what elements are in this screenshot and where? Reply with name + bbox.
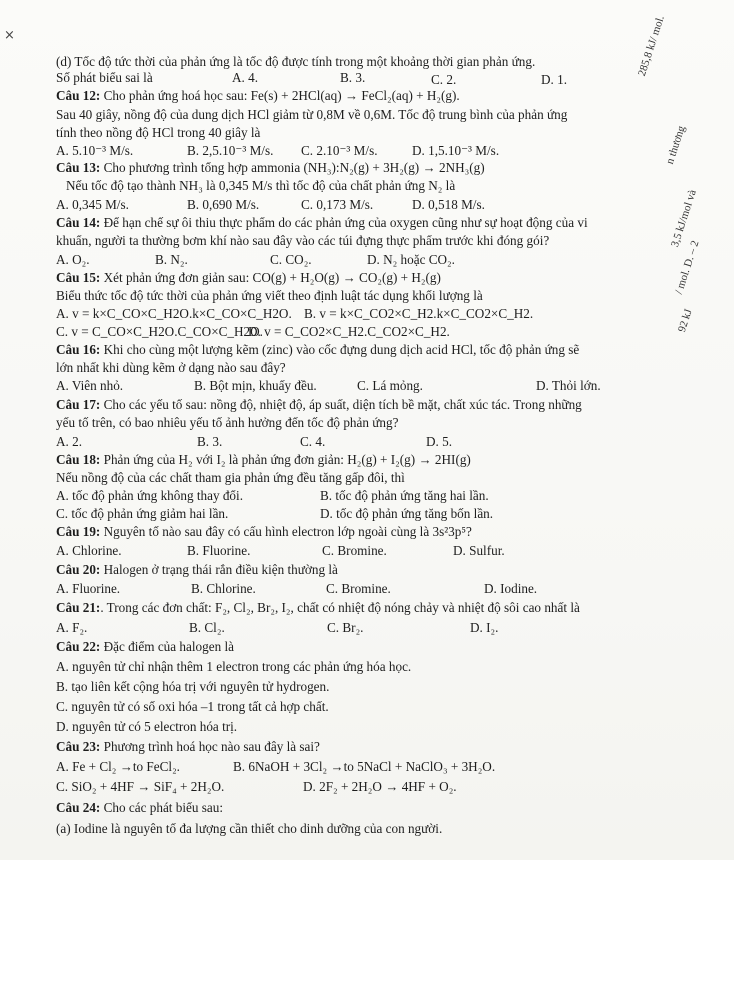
line-text: D. 5. — [426, 434, 453, 449]
line-text: yếu tố trên, có bao nhiêu yếu tố ảnh hưởng đến tốc độ phản ứng? — [56, 415, 399, 430]
text-line — [191, 581, 256, 597]
close-mark: × — [4, 28, 15, 43]
text-line — [56, 779, 224, 795]
line-text: C. 0,173 M/s. — [301, 197, 374, 212]
text-line — [367, 252, 455, 268]
question-number: Câu 12: — [56, 88, 101, 103]
line-text: A. Viên nhỏ. — [56, 378, 124, 393]
line-text: C. v = C_CO×C_H2O.C_CO×C_H2O. — [56, 324, 263, 339]
line-text: B. 3. — [197, 434, 223, 449]
question-line — [56, 800, 223, 816]
text-line — [56, 488, 243, 504]
text-line — [56, 679, 329, 695]
text-line — [426, 434, 452, 450]
line-text: D. v = C_CO2×C_H2.C_CO2×C_H2. — [248, 324, 450, 339]
line-text: D. N₂ hoặc CO₂. — [367, 252, 455, 267]
text-line — [56, 125, 260, 141]
line-text: B. 6NaOH + 3Cl₂ →to 5NaCl + NaClO₃ + 3H₂O. — [233, 759, 496, 774]
text-line — [189, 620, 225, 636]
text-line — [270, 252, 312, 268]
line-text: Đặc điểm của halogen là — [100, 639, 234, 654]
line-text: C. 2. — [431, 72, 457, 87]
text-line — [484, 581, 537, 597]
text-line — [66, 178, 455, 194]
question-number: Câu 22: — [56, 639, 101, 654]
text-line — [197, 434, 222, 450]
text-line — [56, 324, 263, 340]
text-line — [470, 620, 498, 636]
margin-note: 285,8 kJ/ mol. — [636, 14, 667, 78]
line-text: A. nguyên tử chỉ nhận thêm 1 electron trong các phản ứng hóa học. — [56, 659, 412, 674]
line-text: A. 4. — [232, 70, 259, 85]
text-line — [56, 620, 87, 636]
line-text: D. tốc độ phản ứng tăng bốn lần. — [320, 506, 494, 521]
text-line — [56, 543, 122, 559]
text-line — [322, 543, 387, 559]
text-line — [56, 360, 286, 376]
text-line — [300, 434, 325, 450]
line-text: C. CO₂. — [270, 252, 312, 267]
line-text: Phản ứng của H₂ với I₂ là phản ứng đơn giản: H₂(g) + I₂(g) → 2HI(g) — [100, 452, 471, 467]
line-text: Nếu tốc độ tạo thành NH₃ là 0,345 M/s thì tốc độ của chất phản ứng N₂ là — [66, 178, 456, 193]
line-text: D. 2F₂ + 2H₂O → 4HF + O₂. — [303, 779, 457, 794]
line-text: Cho phản ứng hoá học sau: Fe(s) + 2HCl(aq) → FeCl₂(aq) + H₂(g). — [100, 88, 460, 103]
line-text: C. Br₂. — [327, 620, 364, 635]
line-text: B. 2,5.10⁻³ M/s. — [187, 143, 274, 158]
text-line — [187, 197, 259, 213]
line-text: Cho các yếu tố sau: nồng độ, nhiệt độ, áp suất, diện tích bề mặt, chất xúc tác. Trong những — [100, 397, 582, 412]
margin-note: 3,5 kJ/mol và — [669, 188, 699, 249]
line-text: D. 1,5.10⁻³ M/s. — [412, 143, 500, 158]
question-number: Câu 23: — [56, 739, 101, 754]
line-text: D. nguyên tử có 5 electron hóa trị. — [56, 719, 238, 734]
line-text: C. 2.10⁻³ M/s. — [301, 143, 378, 158]
text-line — [187, 143, 273, 159]
text-line — [357, 378, 423, 394]
text-line — [320, 488, 489, 504]
question-line — [56, 342, 579, 358]
text-line — [56, 415, 398, 431]
line-text: (a) Iodine là nguyên tố đa lượng cần thiết cho dinh dưỡng của con người. — [56, 821, 443, 836]
text-line — [56, 143, 133, 159]
question-line — [56, 639, 234, 655]
line-text: Sau 40 giây, nồng độ của dung dịch HCl giảm từ 0,8M về 0,6M. Tốc độ trung bình của phản ứng — [56, 107, 568, 122]
line-text: A. 0,345 M/s. — [56, 197, 129, 212]
margin-note: 92 kJ — [676, 307, 695, 334]
line-text: lớn nhất khi dùng kẽm ở dạng nào sau đây? — [56, 360, 286, 375]
line-text: A. 5.10⁻³ M/s. — [56, 143, 134, 158]
text-line — [155, 252, 188, 268]
text-line — [326, 581, 391, 597]
line-text: B. tốc độ phản ứng tăng hai lần. — [320, 488, 489, 503]
text-line — [56, 821, 442, 837]
text-line — [412, 197, 485, 213]
line-text: Phương trình hoá học nào sau đây là sai? — [100, 739, 320, 754]
line-text: A. Fluorine. — [56, 581, 121, 596]
line-text: Cho các phát biểu sau: — [100, 800, 224, 815]
line-text: Nguyên tố nào sau đây có cấu hình electron lớp ngoài cùng là 3s²3p⁵? — [100, 524, 472, 539]
margin-note: n thương — [664, 124, 688, 166]
question-number: Câu 21: — [56, 600, 101, 615]
line-text: B. 3. — [340, 70, 366, 85]
line-text: C. Bromine. — [322, 543, 387, 558]
line-text: D. Iodine. — [484, 581, 538, 596]
line-text: C. Bromine. — [326, 581, 391, 596]
text-line — [194, 378, 317, 394]
line-text: Để hạn chế sự ôi thiu thực phẩm do các phản ứng của oxygen cũng như sự hoạt động của vi — [100, 215, 588, 230]
text-line — [56, 581, 120, 597]
question-line — [56, 397, 582, 413]
line-text: Xét phản ứng đơn giản sau: CO(g) + H₂O(g) → CO₂(g) + H₂(g) — [100, 270, 441, 285]
line-text: B. Chlorine. — [191, 581, 256, 596]
text-line — [233, 759, 495, 775]
text-line — [56, 470, 405, 486]
line-text: B. Fluorine. — [187, 543, 251, 558]
line-text: (d) Tốc độ tức thời của phản ứng là tốc độ được tính trong một khoảng thời gian phản ứng. — [56, 54, 536, 69]
question-number: Câu 13: — [56, 160, 101, 175]
text-line — [56, 54, 535, 70]
line-text: B. v = k×C_CO2×C_H2.k×C_CO2×C_H2. — [304, 306, 534, 321]
text-line — [56, 288, 483, 304]
question-line — [56, 270, 441, 286]
line-text: B. N₂. — [155, 252, 188, 267]
text-line — [56, 306, 292, 322]
line-text: Biểu thức tốc độ tức thời của phản ứng viết theo định luật tác dụng khối lượng là — [56, 288, 483, 303]
text-line — [541, 72, 567, 88]
text-line — [303, 779, 457, 795]
text-line — [453, 543, 505, 559]
question-line — [56, 88, 460, 104]
text-line — [56, 434, 82, 450]
text-line — [304, 306, 533, 322]
question-number: Câu 17: — [56, 397, 101, 412]
line-text: Cho phương trình tổng hợp ammonia (NH₃):N₂(g) + 3H₂(g) → 2NH₃(g) — [100, 160, 485, 175]
text-line — [340, 70, 365, 86]
line-text: C. 4. — [300, 434, 326, 449]
line-text: C. nguyên tử có số oxi hóa –1 trong tất cả hợp chất. — [56, 699, 329, 714]
line-text: A. F₂. — [56, 620, 88, 635]
line-text: Khi cho cùng một lượng kẽm (zinc) vào cốc đựng dung dịch acid HCl, tốc độ phản ứng sẽ — [100, 342, 580, 357]
line-text: D. Thỏi lớn. — [536, 378, 601, 393]
text-line — [327, 620, 363, 636]
question-line — [56, 160, 485, 176]
question-number: Câu 15: — [56, 270, 101, 285]
text-line — [412, 143, 499, 159]
text-line — [232, 70, 258, 86]
text-line — [320, 506, 493, 522]
line-text: B. Bột mịn, khuấy đều. — [194, 378, 317, 393]
text-line — [56, 233, 549, 249]
text-line — [56, 197, 129, 213]
text-line — [301, 197, 373, 213]
text-line — [431, 72, 456, 88]
line-text: A. tốc độ phản ứng không thay đổi. — [56, 488, 243, 503]
text-line — [56, 378, 123, 394]
question-number: Câu 24: — [56, 800, 101, 815]
line-text: C. tốc độ phản ứng giảm hai lần. — [56, 506, 229, 521]
line-text: B. 0,690 M/s. — [187, 197, 260, 212]
line-text: . Trong các đơn chất: F₂, Cl₂, Br₂, I₂, chất có nhiệt độ nóng chảy và nhiệt độ sôi cao nhất là — [100, 600, 580, 615]
question-line — [56, 600, 580, 616]
question-number: Câu 14: — [56, 215, 101, 230]
question-line — [56, 215, 588, 231]
line-text: A. 2. — [56, 434, 83, 449]
question-line — [56, 452, 471, 468]
text-line — [187, 543, 250, 559]
line-text: C. SiO₂ + 4HF → SiF₄ + 2H₂O. — [56, 779, 225, 794]
line-text: Halogen ở trạng thái rắn điều kiện thường là — [100, 562, 338, 577]
blank-page-area — [0, 860, 734, 1001]
line-text: D. Sulfur. — [453, 543, 505, 558]
line-text: Số phát biểu sai là — [56, 70, 153, 85]
text-line — [56, 719, 237, 735]
text-line — [56, 699, 329, 715]
text-line — [248, 324, 450, 340]
line-text: Nếu nồng độ của các chất tham gia phản ứng đều tăng gấp đôi, thì — [56, 470, 405, 485]
text-line — [56, 659, 411, 675]
line-text: C. Lá mỏng. — [357, 378, 423, 393]
text-line — [56, 70, 153, 86]
line-text: B. Cl₂. — [189, 620, 225, 635]
question-line — [56, 739, 320, 755]
text-line — [56, 506, 228, 522]
question-number: Câu 16: — [56, 342, 101, 357]
text-line — [56, 252, 90, 268]
line-text: D. 0,518 M/s. — [412, 197, 485, 212]
line-text: A. Fe + Cl₂ →to FeCl₂. — [56, 759, 180, 774]
line-text: A. O₂. — [56, 252, 90, 267]
line-text: D. 1. — [541, 72, 568, 87]
question-number: Câu 20: — [56, 562, 101, 577]
line-text: tính theo nồng độ HCl trong 40 giây là — [56, 125, 261, 140]
question-line — [56, 562, 338, 578]
line-text: A. v = k×C_CO×C_H2O.k×C_CO×C_H2O. — [56, 306, 292, 321]
line-text: khuẩn, người ta thường bơm khí nào sau đây vào các túi đựng thực phẩm trước khi đóng gói? — [56, 233, 550, 248]
text-line — [536, 378, 601, 394]
question-number: Câu 19: — [56, 524, 101, 539]
line-text: A. Chlorine. — [56, 543, 122, 558]
text-line — [56, 759, 180, 775]
question-line — [56, 524, 472, 540]
line-text: B. tạo liên kết cộng hóa trị với nguyên tử hydrogen. — [56, 679, 330, 694]
line-text: D. I₂. — [470, 620, 499, 635]
text-line — [301, 143, 378, 159]
question-number: Câu 18: — [56, 452, 101, 467]
text-line — [56, 107, 567, 123]
margin-note: / mol. D. – 2 — [673, 239, 702, 296]
